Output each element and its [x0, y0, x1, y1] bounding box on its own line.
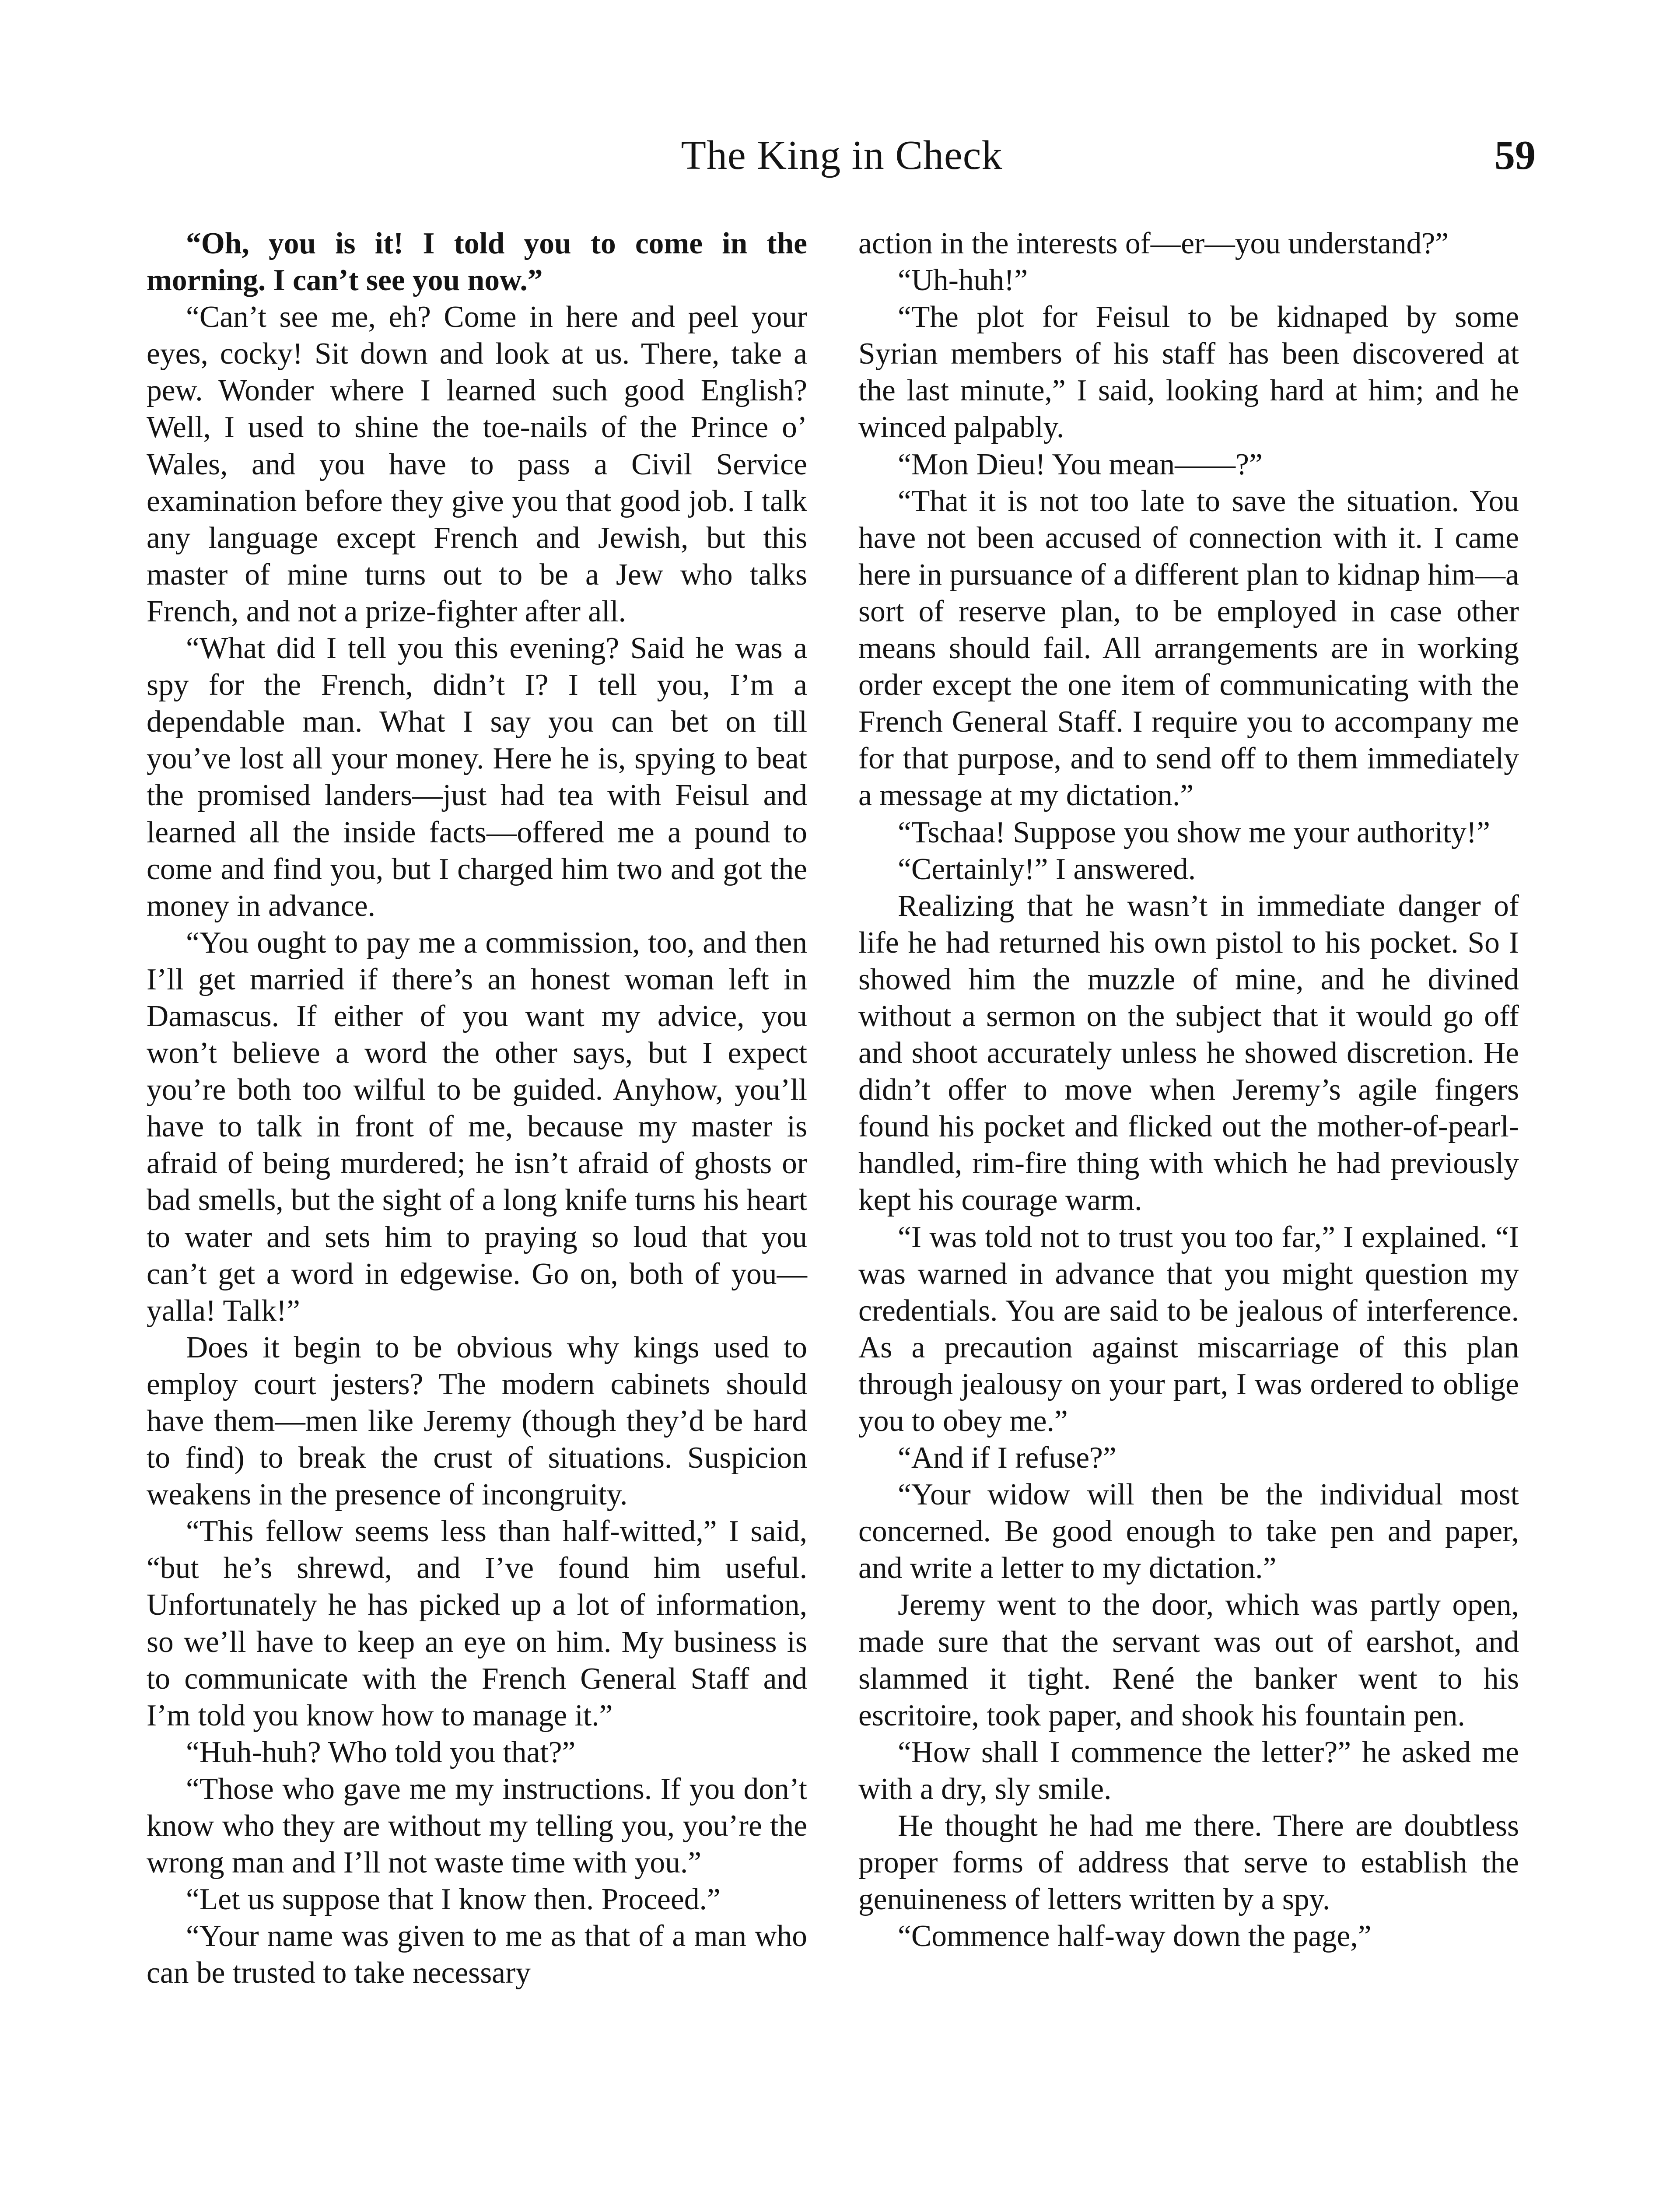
- paragraph: Jeremy went to the door, which was partly open, made sure that the servant was out of earshot, and slammed it tight. René the banker went to his escritoire, took paper, and shook his fountain pen.: [858, 1588, 1519, 1732]
- paragraph: action in the interests of—er—you understand?”: [858, 227, 1449, 260]
- running-title: The King in Check: [681, 133, 1003, 178]
- paragraph: “How shall I commence the letter?” he asked me with a dry, sly smile.: [858, 1735, 1519, 1806]
- paragraph: “Let us suppose that I know then. Proceed.”: [186, 1883, 721, 1917]
- paragraph: “What did I tell you this evening? Said he was a spy for the French, didn’t I? I tell you, I’m a dependable man. What I say you can bet on till you’ve lost all your money. Here he is, spying to beat the promised landers—just had tea with Feisul and learned all the inside facts—offered me a pound to come and find you, but I charged him two and got the money in advance.: [147, 631, 807, 923]
- paragraph: “That it is not too late to save the situation. You have not been accused of connection with it. I came here in pursuance of a different plan to kidnap him—a sort of reserve plan, to be employed in case other means should fail. All arrangements are in working order except the one item of communicating with the French General Staff. I require you to accompany me for that purpose, and to send off to them immediately a message at my dictation.”: [858, 484, 1519, 813]
- page-header: [148, 129, 1536, 182]
- paragraph: “You ought to pay me a commission, too, and then I’ll get married if there’s an honest woman left in Damascus. If either of you want my advice, you won’t believe a word the other says, but I expect you’re both too wilful to be guided. Anyhow, you’ll have to talk in front of me, because my master is afraid of being murdered; he isn’t afraid of ghosts or bad smells, but the sight of a long knife turns his heart to water and sets him to praying so loud that you can’t get a word in edgewise. Go on, both of you—yalla! Talk!”: [147, 926, 807, 1328]
- paragraph: “Oh, you is it! I told you to come in the morning. I can’t see you now.”: [147, 227, 807, 298]
- right-column: [858, 225, 1519, 1955]
- paragraph: “Those who gave me my instructions. If you don’t know who they are without my telling you, you’re the wrong man and I’ll not waste time with you.”: [147, 1772, 807, 1880]
- paragraph: “Uh-huh!”: [898, 263, 1028, 298]
- paragraph: “Your widow will then be the individual most concerned. Be good enough to take pen and paper, and write a letter to my dictation.”: [858, 1478, 1519, 1585]
- paragraph: He thought he had me there. There are doubtless proper forms of address that serve to establish the genuineness of letters written by a spy.: [858, 1809, 1519, 1917]
- paragraph: “Your name was given to me as that of a man who can be trusted to take necessary: [147, 1919, 807, 1990]
- paragraph: “I was told not to trust you too far,” I explained. “I was warned in advance that you might question my credentials. You are said to be jealous of interference. As a precaution against miscarriage of this plan through jealousy on your part, I was ordered to oblige you to obey me.”: [858, 1220, 1519, 1438]
- paragraph: “Commence half-way down the page,”: [898, 1919, 1372, 1953]
- paragraph: “This fellow seems less than half-witted,” I said, “but he’s shrewd, and I’ve found him useful. Unfortunately he has picked up a lot of information, so we’ll have to keep an eye on him. My business is to communicate with the French General Staff and I’m told you know how to manage it.”: [147, 1515, 807, 1732]
- paragraph: “Certainly!” I answered.: [898, 852, 1196, 886]
- paragraph: “Tschaa! Suppose you show me your authority!”: [898, 815, 1490, 849]
- paragraph: Does it begin to be obvious why kings used to employ court jesters? The modern cabinets should have them—men like Jeremy (though they’d be hard to find) to break the crust of situations. Suspicion weakens in the presence of incongruity.: [147, 1330, 807, 1512]
- paragraph: “Can’t see me, eh? Come in here and peel your eyes, cocky! Sit down and look at us. There, take a pew. Wonder where I learned such good English? Well, I used to shine the toe-nails of the Prince o’ Wales, and you have to pass a Civil Service examination before they give you that good job. I talk any language except French and Jewish, but this master of mine turns out to be a Jew who talks French, and not a prize-fighter after all.: [147, 300, 807, 628]
- paragraph: “Mon Dieu! You mean——?”: [898, 447, 1263, 481]
- paragraph: “The plot for Feisul to be kidnaped by some Syrian members of his staff has been discovered at the last minute,” I said, looking hard at him; and he winced palpably.: [858, 300, 1519, 445]
- paragraph: “Huh-huh? Who told you that?”: [186, 1735, 576, 1769]
- page-number: 59: [1494, 133, 1536, 178]
- left-column: [147, 225, 807, 1992]
- paragraph: Realizing that he wasn’t in immediate danger of life he had returned his own pistol to his pocket. So I showed him the muzzle of mine, and he divined without a sermon on the subject that it would go off and shoot accurately unless he showed discretion. He didn’t offer to move when Jeremy’s agile fingers found his pocket and flicked out the mother-of-pearl-handled, rim-fire thing with which he had previously kept his courage warm.: [858, 889, 1519, 1217]
- paragraph: “And if I refuse?”: [898, 1441, 1116, 1475]
